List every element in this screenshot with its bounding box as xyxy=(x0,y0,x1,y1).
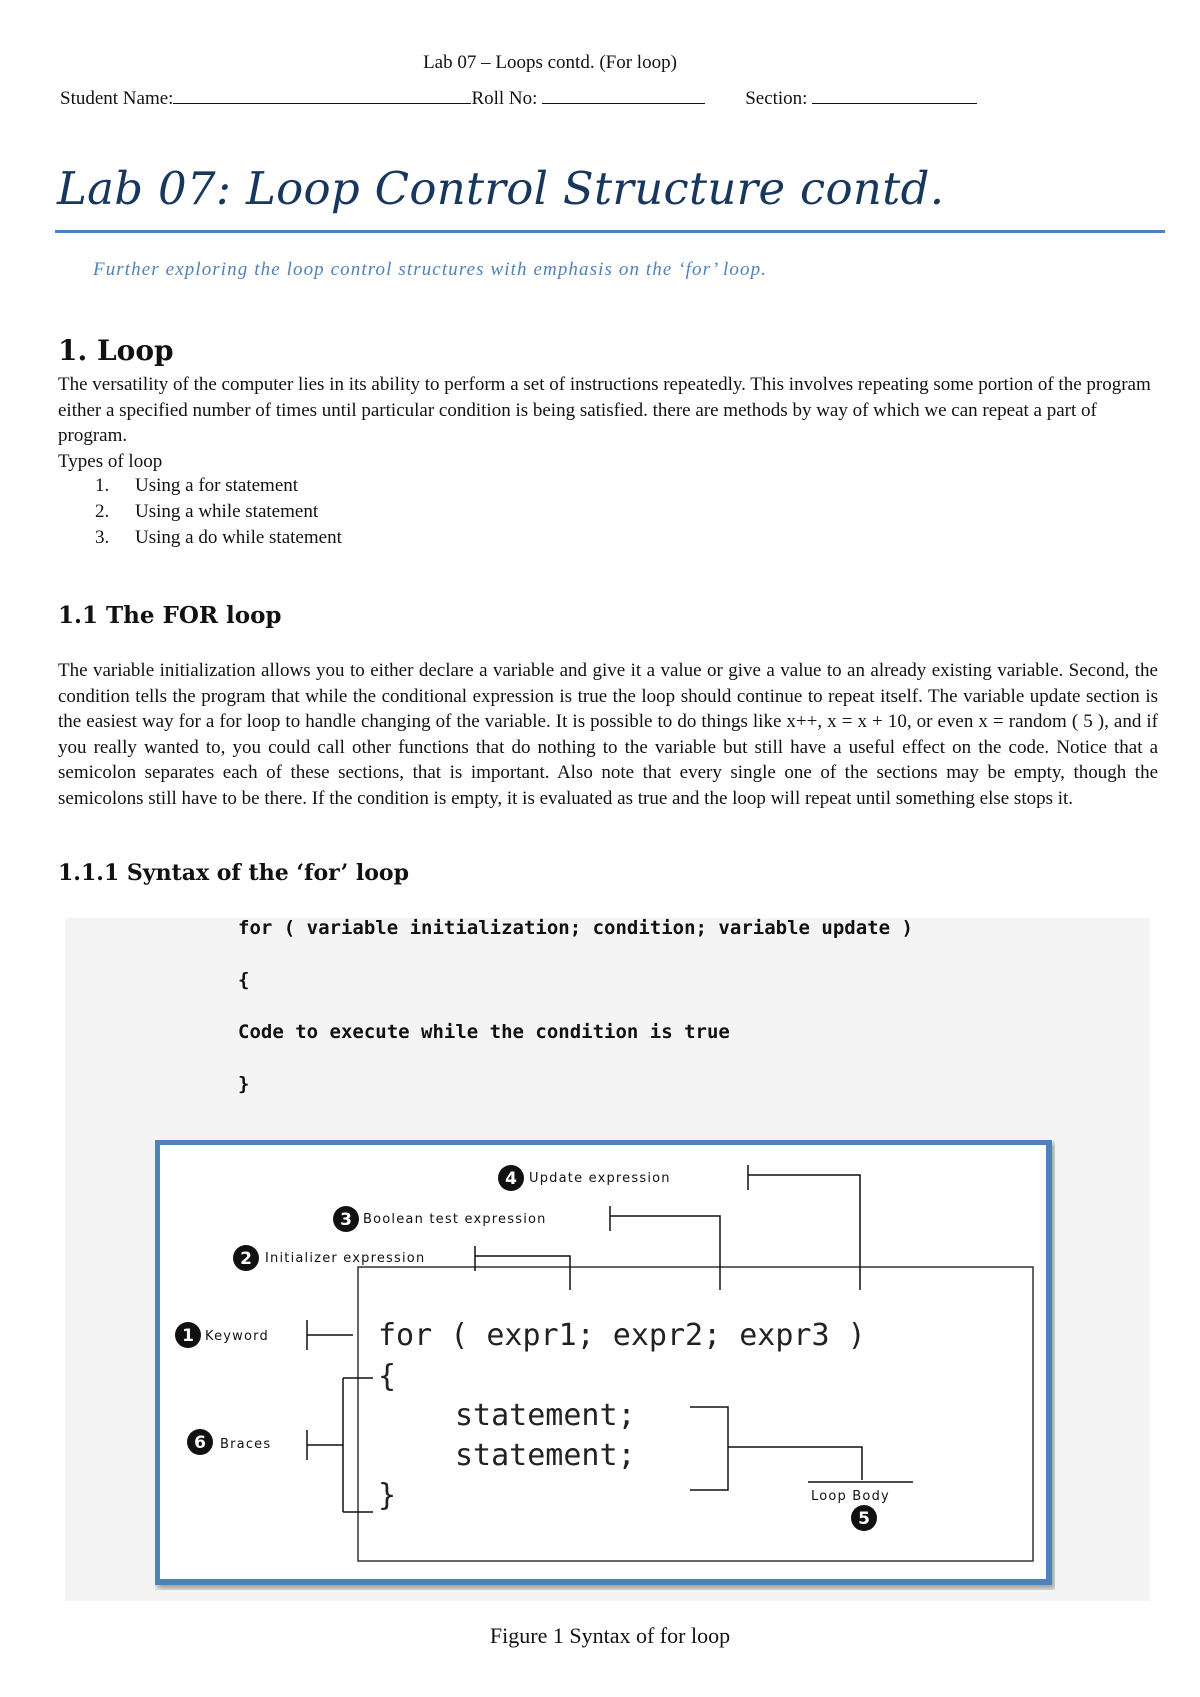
label-keyword: Keyword xyxy=(205,1329,269,1344)
section-paragraph-loop: The versatility of the computer lies in its ability to perform a set of instructions repeatedly. This involves repeating some portion of the program either a specified number of times until particular condition is being satisfied. there are methods by way of which we can repeat a part of program. xyxy=(58,374,1151,446)
roll-no-label: Roll No: xyxy=(471,88,543,109)
callout-number: 5 xyxy=(858,1509,870,1529)
label-boolean-test: Boolean test expression xyxy=(363,1212,547,1227)
list-item: 3. Using a do while statement xyxy=(95,527,342,548)
types-of-loop-label: Types of loop xyxy=(58,451,163,472)
subtitle: Further exploring the loop control structures with emphasis on the ‘for’ loop. xyxy=(93,259,768,280)
student-name-label: Student Name: xyxy=(60,88,174,109)
section-heading-loop: 1. Loop xyxy=(58,334,174,367)
code-line: } xyxy=(238,1073,250,1095)
label-braces: Braces xyxy=(220,1437,272,1452)
list-item: 1. Using a for statement xyxy=(95,475,299,496)
label-loop-body: Loop Body xyxy=(811,1489,890,1504)
section-heading-for-loop: 1.1 The FOR loop xyxy=(58,602,282,629)
callout-number: 1 xyxy=(182,1326,194,1346)
section-label: Section: xyxy=(745,88,813,109)
for-loop-syntax-diagram xyxy=(155,1140,1055,1590)
list-item: 2. Using a while statement xyxy=(95,501,319,522)
main-title: Lab 07: Loop Control Structure contd. xyxy=(57,162,945,215)
label-initializer: Initializer expression xyxy=(265,1251,426,1266)
callout-number: 4 xyxy=(505,1169,517,1189)
diagram-for-line: for ( expr1; expr2; expr3 ) xyxy=(378,1318,866,1353)
callout-number: 6 xyxy=(194,1433,206,1453)
student-name-blank xyxy=(173,85,471,104)
types-list xyxy=(95,473,342,551)
label-update-expression: Update expression xyxy=(529,1171,671,1186)
section-blank xyxy=(812,85,977,104)
figure-frame xyxy=(157,1142,1049,1582)
diagram-close-brace: } xyxy=(378,1478,397,1513)
diagram-statement: statement; xyxy=(455,1398,636,1433)
title-rule xyxy=(55,230,1165,233)
callout-number: 2 xyxy=(240,1249,252,1269)
section-paragraph-for-loop: The variable initialization allows you to either declare a variable and give it a value or give a value to an already existing variable. Second, the condition tells the program that while the conditional expression is true the loop should continue to repeat itself. The variable update section is the easiest way for a for loop to handle changing of the variable. It is possible to do things like x++, x = x + 10, or even x = random ( 5 ), and if you really wanted to, you could call other functions that do nothing to the variable but still have a useful effect on the code. Notice that a semicolon separates each of these sections, that is important. Also note that every single one of the sections may be empty, though the semicolons still have to be there. If the condition is empty, it is evaluated as true and the loop will repeat until something else stops it. xyxy=(58,660,1158,809)
diagram-statement: statement; xyxy=(455,1438,636,1473)
callout-number: 3 xyxy=(340,1210,352,1230)
diagram-open-brace: { xyxy=(378,1359,397,1394)
page-header-title: Lab 07 – Loops contd. (For loop) xyxy=(423,52,677,73)
roll-no-blank xyxy=(542,85,705,104)
student-info-line xyxy=(60,85,977,110)
code-line: Code to execute while the condition is true xyxy=(238,1021,730,1043)
code-line: for ( variable initialization; condition; variable update ) xyxy=(238,917,913,939)
section-heading-syntax: 1.1.1 Syntax of the ‘for’ loop xyxy=(58,860,409,886)
figure-caption: Figure 1 Syntax of for loop xyxy=(489,1623,731,1648)
code-line: { xyxy=(238,969,250,991)
